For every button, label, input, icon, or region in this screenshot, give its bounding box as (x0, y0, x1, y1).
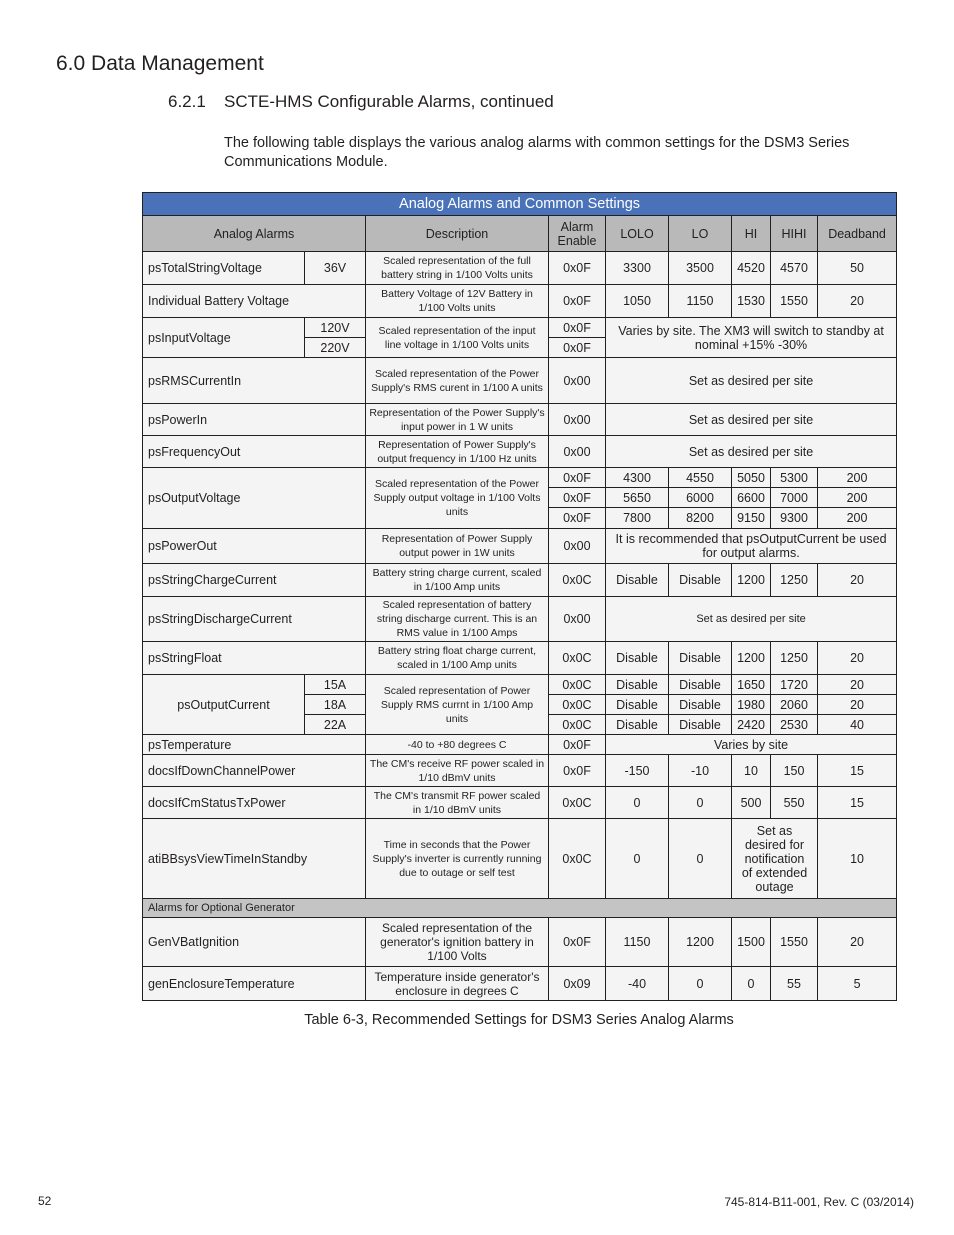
generator-section-label: Alarms for Optional Generator (143, 899, 897, 918)
hi-value: 1650 (732, 675, 771, 695)
header-hi: HI (732, 216, 771, 252)
lo-value: 1200 (669, 918, 732, 967)
alarm-description: Scaled representation of the Power Supply's RMS curent in 1/100 A units (366, 358, 549, 404)
lolo-value: Disable (606, 715, 669, 735)
alarm-name: psOutputCurrent (143, 675, 305, 735)
alarm-enable: 0x00 (549, 529, 606, 564)
hihi-value: 1250 (771, 564, 818, 597)
alarm-enable: 0x0C (549, 695, 606, 715)
hihi-value: 2060 (771, 695, 818, 715)
alarm-description: Scaled representation of the generator's ignition battery in 1/100 Volts (366, 918, 549, 967)
alarm-description: Scaled representation of Power Supply RMS currnt in 1/100 Amp units (366, 675, 549, 735)
header-alarm-enable: Alarm Enable (549, 216, 606, 252)
alarm-name: GenVBatIgnition (143, 918, 366, 967)
deadband-value: 20 (818, 918, 897, 967)
alarm-description: Time in seconds that the Power Supply's inverter is currently running due to outage or self test (366, 819, 549, 899)
alarm-description: The CM's transmit RF power scaled in 1/10 dBmV units (366, 787, 549, 819)
alarm-name: psStringChargeCurrent (143, 564, 366, 597)
lo-value: 3500 (669, 252, 732, 285)
alarm-name: psPowerOut (143, 529, 366, 564)
alarm-name: psFrequencyOut (143, 436, 366, 468)
intro-paragraph: The following table displays the various analog alarms with common settings for the DSM3 Series Communications Module. (224, 135, 850, 170)
alarm-variant: 220V (305, 338, 366, 358)
lo-value: 0 (669, 787, 732, 819)
lolo-value: Disable (606, 642, 669, 675)
lo-value: 0 (669, 967, 732, 1001)
header-lolo: LOLO (606, 216, 669, 252)
alarm-enable: 0x00 (549, 436, 606, 468)
lo-value: 0 (669, 819, 732, 899)
header-hihi: HIHI (771, 216, 818, 252)
alarm-description: Representation of Power Supply output power in 1W units (366, 529, 549, 564)
hihi-value: 1720 (771, 675, 818, 695)
lolo-value: -150 (606, 755, 669, 787)
hi-value: 1200 (732, 564, 771, 597)
table-row (143, 642, 897, 675)
lolo-value: 7800 (606, 508, 669, 529)
hihi-value: 1250 (771, 642, 818, 675)
alarm-enable: 0x0C (549, 819, 606, 899)
table-header-row (143, 216, 897, 252)
lolo-value: -40 (606, 967, 669, 1001)
alarm-enable: 0x0F (549, 488, 606, 508)
alarm-name: psInputVoltage (143, 318, 305, 358)
lo-value: Disable (669, 715, 732, 735)
deadband-value: 20 (818, 695, 897, 715)
alarm-description: Temperature inside generator's enclosure in degrees C (366, 967, 549, 1001)
deadband-value: 200 (818, 508, 897, 529)
alarm-name: docsIfCmStatusTxPower (143, 787, 366, 819)
alarm-enable: 0x0C (549, 675, 606, 695)
lolo-value: 5650 (606, 488, 669, 508)
lo-value: 8200 (669, 508, 732, 529)
alarm-name: genEnclosureTemperature (143, 967, 366, 1001)
lolo-value: 3300 (606, 252, 669, 285)
page-number: 52 (38, 1194, 52, 1208)
alarm-description: Scaled representation of the input line voltage in 1/100 Volts units (366, 318, 549, 358)
lo-value: Disable (669, 675, 732, 695)
alarm-name: atiBBsysViewTimeInStandby (143, 819, 366, 899)
table-row (143, 755, 897, 787)
alarm-description: Representation of Power Supply's output frequency in 1/100 Hz units (366, 436, 549, 468)
alarm-enable: 0x0F (549, 285, 606, 318)
settings-note: Set as desired per site (606, 436, 897, 468)
alarm-enable: 0x0F (549, 338, 606, 358)
lo-value: Disable (669, 564, 732, 597)
alarm-enable: 0x0F (549, 508, 606, 529)
alarm-enable: 0x0C (549, 564, 606, 597)
table-caption: Table 6-3, Recommended Settings for DSM3 Series Analog Alarms (304, 1012, 734, 1028)
settings-note: Varies by site (606, 735, 897, 755)
alarm-enable: 0x0C (549, 787, 606, 819)
lo-value: Disable (669, 695, 732, 715)
hi-value: 9150 (732, 508, 771, 529)
lo-value: 6000 (669, 488, 732, 508)
alarm-variant: 36V (305, 252, 366, 285)
table-row (143, 564, 897, 597)
section-row-generator (143, 899, 897, 918)
table-title: Analog Alarms and Common Settings (143, 193, 897, 216)
hi-value: 1200 (732, 642, 771, 675)
alarm-description: Battery string float charge current, scaled in 1/100 Amp units (366, 642, 549, 675)
alarm-enable: 0x0F (549, 735, 606, 755)
hi-value: 10 (732, 755, 771, 787)
settings-note: Set as desired per site (606, 358, 897, 404)
hi-value: 1500 (732, 918, 771, 967)
deadband-value: 20 (818, 285, 897, 318)
alarm-enable: 0x0F (549, 252, 606, 285)
alarm-enable: 0x00 (549, 597, 606, 642)
lo-value: 1150 (669, 285, 732, 318)
subsection-heading (168, 92, 554, 112)
analog-alarms-table (142, 192, 897, 1001)
deadband-value: 200 (818, 488, 897, 508)
table-row (143, 787, 897, 819)
alarm-enable: 0x00 (549, 404, 606, 436)
table-row (143, 358, 897, 404)
deadband-value: 50 (818, 252, 897, 285)
table-row (143, 252, 897, 285)
hihi-value: 5300 (771, 468, 818, 488)
lo-value: 4550 (669, 468, 732, 488)
alarm-name: psPowerIn (143, 404, 366, 436)
alarm-enable: 0x0F (549, 468, 606, 488)
hihi-value: 550 (771, 787, 818, 819)
alarm-enable: 0x0F (549, 755, 606, 787)
alarm-description: -40 to +80 degrees C (366, 735, 549, 755)
alarm-variant: 22A (305, 715, 366, 735)
deadband-value: 200 (818, 468, 897, 488)
table-row (143, 285, 897, 318)
table-row (143, 735, 897, 755)
alarm-name: Individual Battery Voltage (143, 285, 366, 318)
settings-note: Varies by site. The XM3 will switch to standby at nominal +15% -30% (606, 318, 897, 358)
alarm-description: Representation of the Power Supply's input power in 1 W units (366, 404, 549, 436)
hihi-value: 2530 (771, 715, 818, 735)
alarm-description: The CM's receive RF power scaled in 1/10 dBmV units (366, 755, 549, 787)
settings-note: Set as desired per site (606, 404, 897, 436)
deadband-value: 20 (818, 642, 897, 675)
hi-value: 1530 (732, 285, 771, 318)
table-row (143, 318, 897, 338)
deadband-value: 10 (818, 819, 897, 899)
table-row (143, 597, 897, 642)
alarm-description: Scaled representation of battery string discharge current. This is an RMS value in 1/100 Amps (366, 597, 549, 642)
hihi-value: 55 (771, 967, 818, 1001)
alarm-name: docsIfDownChannelPower (143, 755, 366, 787)
alarm-enable: 0x0F (549, 918, 606, 967)
deadband-value: 20 (818, 564, 897, 597)
lolo-value: Disable (606, 564, 669, 597)
deadband-value: 15 (818, 787, 897, 819)
hi-value: 0 (732, 967, 771, 1001)
table-title-row (143, 193, 897, 216)
alarm-description: Scaled representation of the Power Supply output voltage in 1/100 Volts units (366, 468, 549, 529)
alarm-description: Battery string charge current, scaled in 1/100 Amp units (366, 564, 549, 597)
hi-value: 5050 (732, 468, 771, 488)
alarm-variant: 15A (305, 675, 366, 695)
alarm-name: psOutputVoltage (143, 468, 366, 529)
header-deadband: Deadband (818, 216, 897, 252)
deadband-value: 15 (818, 755, 897, 787)
section-heading: 6.0 Data Management (56, 52, 264, 75)
alarm-variant: 18A (305, 695, 366, 715)
alarm-name: psStringFloat (143, 642, 366, 675)
alarm-name: psTotalStringVoltage (143, 252, 305, 285)
lolo-value: 4300 (606, 468, 669, 488)
table-row (143, 404, 897, 436)
lolo-value: Disable (606, 675, 669, 695)
settings-note: Set as desired per site (606, 597, 897, 642)
hihi-value: 150 (771, 755, 818, 787)
lolo-value: 1150 (606, 918, 669, 967)
lolo-value: 0 (606, 787, 669, 819)
lolo-value: 1050 (606, 285, 669, 318)
table-row (143, 675, 897, 695)
hihi-value: 4570 (771, 252, 818, 285)
hihi-value: 1550 (771, 285, 818, 318)
hi-value: 6600 (732, 488, 771, 508)
alarm-description: Battery Voltage of 12V Battery in 1/100 Volts units (366, 285, 549, 318)
hi-value: 4520 (732, 252, 771, 285)
table-row (143, 918, 897, 967)
table-row (143, 436, 897, 468)
header-lo: LO (669, 216, 732, 252)
lo-value: Disable (669, 642, 732, 675)
alarm-enable: 0x00 (549, 358, 606, 404)
deadband-value: 5 (818, 967, 897, 1001)
settings-note: It is recommended that psOutputCurrent be used for output alarms. (606, 529, 897, 564)
hi-value: 500 (732, 787, 771, 819)
lolo-value: 0 (606, 819, 669, 899)
hi-value: 2420 (732, 715, 771, 735)
alarm-enable: 0x0C (549, 715, 606, 735)
alarm-description: Scaled representation of the full battery string in 1/100 Volts units (366, 252, 549, 285)
alarm-name: psStringDischargeCurrent (143, 597, 366, 642)
hihi-value: 9300 (771, 508, 818, 529)
lo-value: -10 (669, 755, 732, 787)
header-description: Description (366, 216, 549, 252)
subsection-number: 6.2.1 (168, 92, 206, 111)
hihi-value: 7000 (771, 488, 818, 508)
table-row (143, 819, 897, 899)
deadband-value: 40 (818, 715, 897, 735)
alarm-variant: 120V (305, 318, 366, 338)
alarm-name: psTemperature (143, 735, 366, 755)
alarm-enable: 0x09 (549, 967, 606, 1001)
alarm-enable: 0x0F (549, 318, 606, 338)
hihi-value: 1550 (771, 918, 818, 967)
header-analog-alarms: Analog Alarms (143, 216, 366, 252)
hi-hihi-note: Set as desired for notification of extended outage (732, 819, 818, 899)
lolo-value: Disable (606, 695, 669, 715)
subsection-title: SCTE-HMS Configurable Alarms, continued (224, 92, 554, 111)
alarm-enable: 0x0C (549, 642, 606, 675)
deadband-value: 20 (818, 675, 897, 695)
table-row (143, 468, 897, 488)
document-revision: 745-814-B11-001, Rev. C (03/2014) (724, 1195, 914, 1209)
alarm-name: psRMSCurrentIn (143, 358, 366, 404)
table-row (143, 529, 897, 564)
table-row (143, 967, 897, 1001)
hi-value: 1980 (732, 695, 771, 715)
